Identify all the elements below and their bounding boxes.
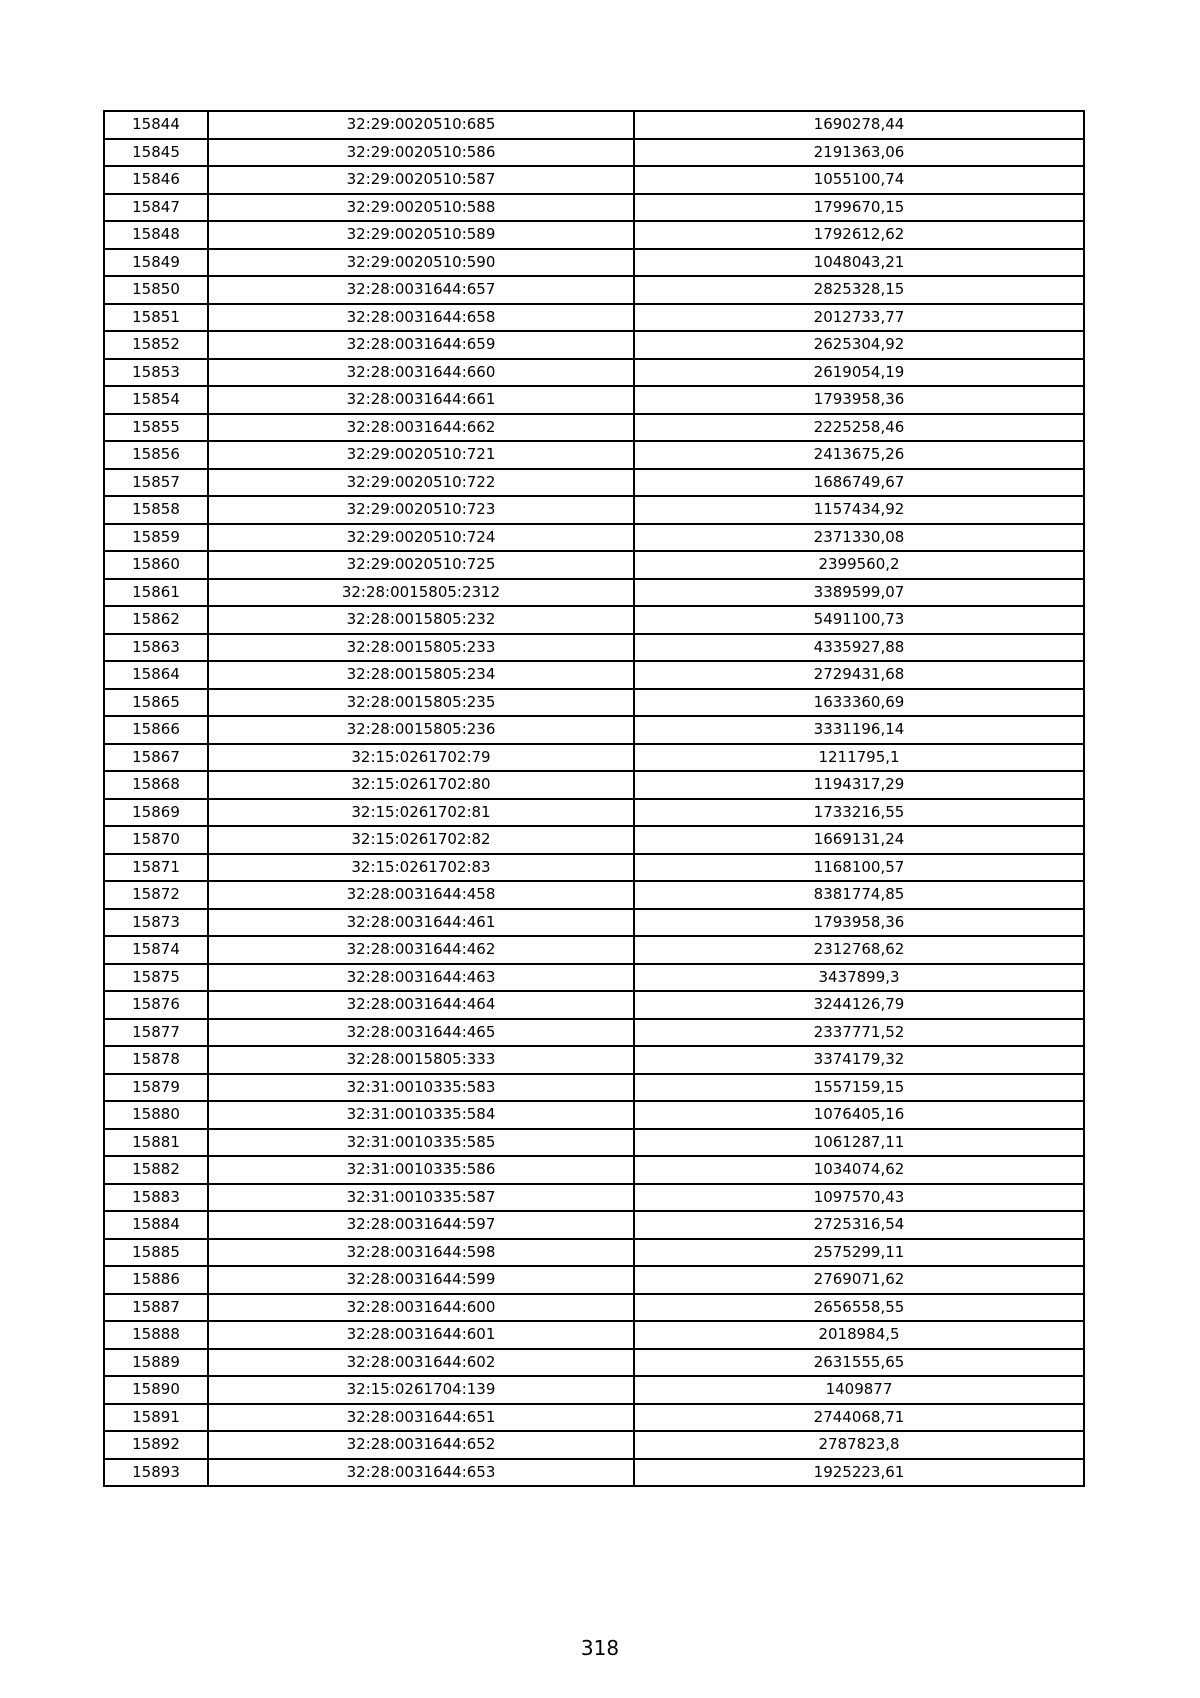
row-number-cell: 15864 [104,661,208,689]
cadastral-number-cell: 32:28:0031644:462 [208,936,634,964]
row-number-cell: 15873 [104,909,208,937]
row-number-cell: 15857 [104,469,208,497]
table-row [104,854,1084,882]
table-row [104,1046,1084,1074]
value-cell: 1690278,44 [634,111,1084,139]
cadastral-number-cell: 32:28:0031644:653 [208,1459,634,1487]
value-cell: 2787823,8 [634,1431,1084,1459]
table-row [104,1404,1084,1432]
row-number-cell: 15869 [104,799,208,827]
value-cell: 1168100,57 [634,854,1084,882]
table-row [104,221,1084,249]
value-cell: 2012733,77 [634,304,1084,332]
table-row [104,606,1084,634]
table-row [104,551,1084,579]
row-number-cell: 15855 [104,414,208,442]
value-cell: 2575299,11 [634,1239,1084,1267]
row-number-cell: 15854 [104,386,208,414]
table-row [104,386,1084,414]
cadastral-number-cell: 32:29:0020510:723 [208,496,634,524]
table-row [104,1156,1084,1184]
table-row [104,716,1084,744]
cadastral-number-cell: 32:28:0015805:232 [208,606,634,634]
row-number-cell: 15866 [104,716,208,744]
row-number-cell: 15889 [104,1349,208,1377]
row-number-cell: 15878 [104,1046,208,1074]
cadastral-number-cell: 32:28:0031644:602 [208,1349,634,1377]
value-cell: 1055100,74 [634,166,1084,194]
row-number-cell: 15844 [104,111,208,139]
table-row [104,304,1084,332]
table-row [104,579,1084,607]
row-number-cell: 15891 [104,1404,208,1432]
table-row [104,881,1084,909]
cadastral-number-cell: 32:31:0010335:587 [208,1184,634,1212]
value-cell: 1669131,24 [634,826,1084,854]
row-number-cell: 15883 [104,1184,208,1212]
value-cell: 3331196,14 [634,716,1084,744]
cadastral-number-cell: 32:28:0031644:463 [208,964,634,992]
cadastral-number-cell: 32:28:0031644:464 [208,991,634,1019]
cadastral-number-cell: 32:29:0020510:586 [208,139,634,167]
cadastral-number-cell: 32:15:0261702:82 [208,826,634,854]
row-number-cell: 15880 [104,1101,208,1129]
table-row [104,1349,1084,1377]
row-number-cell: 15886 [104,1266,208,1294]
value-cell: 2312768,62 [634,936,1084,964]
value-cell: 1925223,61 [634,1459,1084,1487]
row-number-cell: 15892 [104,1431,208,1459]
table-row [104,991,1084,1019]
table-row [104,771,1084,799]
row-number-cell: 15879 [104,1074,208,1102]
table-row [104,689,1084,717]
value-cell: 2656558,55 [634,1294,1084,1322]
value-cell: 2225258,46 [634,414,1084,442]
table-row [104,139,1084,167]
table-row [104,634,1084,662]
table-row [104,496,1084,524]
value-cell: 2619054,19 [634,359,1084,387]
value-cell: 2413675,26 [634,441,1084,469]
table-row [104,1294,1084,1322]
table-row [104,1211,1084,1239]
cadastral-number-cell: 32:15:0261702:80 [208,771,634,799]
row-number-cell: 15865 [104,689,208,717]
cadastral-number-cell: 32:28:0031644:651 [208,1404,634,1432]
value-cell: 1557159,15 [634,1074,1084,1102]
value-cell: 2631555,65 [634,1349,1084,1377]
value-cell: 1793958,36 [634,909,1084,937]
table-row [104,936,1084,964]
row-number-cell: 15871 [104,854,208,882]
value-cell: 2191363,06 [634,139,1084,167]
row-number-cell: 15861 [104,579,208,607]
table-row [104,909,1084,937]
cadastral-number-cell: 32:29:0020510:722 [208,469,634,497]
row-number-cell: 15885 [104,1239,208,1267]
value-cell: 1409877 [634,1376,1084,1404]
row-number-cell: 15884 [104,1211,208,1239]
row-number-cell: 15867 [104,744,208,772]
cadastral-number-cell: 32:28:0031644:652 [208,1431,634,1459]
row-number-cell: 15856 [104,441,208,469]
row-number-cell: 15876 [104,991,208,1019]
value-cell: 2769071,62 [634,1266,1084,1294]
value-cell: 1194317,29 [634,771,1084,799]
cadastral-number-cell: 32:29:0020510:724 [208,524,634,552]
value-cell: 1633360,69 [634,689,1084,717]
cadastral-number-cell: 32:31:0010335:585 [208,1129,634,1157]
table-row [104,1074,1084,1102]
table-row [104,826,1084,854]
row-number-cell: 15847 [104,194,208,222]
table-row [104,414,1084,442]
table-row [104,1321,1084,1349]
value-cell: 2399560,2 [634,551,1084,579]
cadastral-number-cell: 32:29:0020510:685 [208,111,634,139]
cadastral-number-cell: 32:28:0015805:234 [208,661,634,689]
table-row [104,1129,1084,1157]
row-number-cell: 15853 [104,359,208,387]
cadastral-number-cell: 32:31:0010335:583 [208,1074,634,1102]
row-number-cell: 15877 [104,1019,208,1047]
value-cell: 2729431,68 [634,661,1084,689]
row-number-cell: 15882 [104,1156,208,1184]
table-row [104,1376,1084,1404]
table-row [104,166,1084,194]
row-number-cell: 15860 [104,551,208,579]
row-number-cell: 15890 [104,1376,208,1404]
table-row [104,799,1084,827]
value-cell: 1793958,36 [634,386,1084,414]
value-cell: 8381774,85 [634,881,1084,909]
table-row [104,331,1084,359]
table-row [104,964,1084,992]
page-number: 318 [580,1636,620,1660]
table-row [104,359,1084,387]
table-row [104,111,1084,139]
value-cell: 1076405,16 [634,1101,1084,1129]
cadastral-number-cell: 32:28:0031644:660 [208,359,634,387]
cadastral-number-cell: 32:29:0020510:588 [208,194,634,222]
row-number-cell: 15887 [104,1294,208,1322]
table-row [104,249,1084,277]
row-number-cell: 15872 [104,881,208,909]
cadastral-number-cell: 32:15:0261702:83 [208,854,634,882]
table-row [104,1019,1084,1047]
cadastral-number-cell: 32:28:0031644:461 [208,909,634,937]
table-row [104,1239,1084,1267]
table-body [104,111,1084,1486]
table-row [104,1431,1084,1459]
table-row [104,661,1084,689]
value-cell: 1048043,21 [634,249,1084,277]
value-cell: 4335927,88 [634,634,1084,662]
value-cell: 1686749,67 [634,469,1084,497]
cadastral-number-cell: 32:28:0031644:597 [208,1211,634,1239]
cadastral-number-cell: 32:28:0031644:598 [208,1239,634,1267]
cadastral-number-cell: 32:29:0020510:587 [208,166,634,194]
row-number-cell: 15849 [104,249,208,277]
value-cell: 2744068,71 [634,1404,1084,1432]
cadastral-number-cell: 32:28:0031644:662 [208,414,634,442]
value-cell: 2825328,15 [634,276,1084,304]
row-number-cell: 15863 [104,634,208,662]
row-number-cell: 15846 [104,166,208,194]
row-number-cell: 15859 [104,524,208,552]
table-row [104,744,1084,772]
row-number-cell: 15881 [104,1129,208,1157]
cadastral-number-cell: 32:28:0031644:599 [208,1266,634,1294]
cadastral-number-cell: 32:15:0261704:139 [208,1376,634,1404]
row-number-cell: 15850 [104,276,208,304]
row-number-cell: 15848 [104,221,208,249]
value-cell: 3437899,3 [634,964,1084,992]
value-cell: 2371330,08 [634,524,1084,552]
cadastral-number-cell: 32:28:0031644:657 [208,276,634,304]
row-number-cell: 15862 [104,606,208,634]
table-row [104,1184,1084,1212]
row-number-cell: 15870 [104,826,208,854]
value-cell: 1034074,62 [634,1156,1084,1184]
cadastral-number-cell: 32:15:0261702:79 [208,744,634,772]
cadastral-number-cell: 32:31:0010335:584 [208,1101,634,1129]
row-number-cell: 15875 [104,964,208,992]
value-cell: 1157434,92 [634,496,1084,524]
row-number-cell: 15888 [104,1321,208,1349]
table-row [104,1101,1084,1129]
table-row [104,524,1084,552]
table-row [104,441,1084,469]
cadastral-number-cell: 32:29:0020510:590 [208,249,634,277]
cadastral-number-cell: 32:28:0031644:600 [208,1294,634,1322]
table-row [104,276,1084,304]
value-cell: 5491100,73 [634,606,1084,634]
cadastral-number-cell: 32:28:0031644:658 [208,304,634,332]
cadastral-number-cell: 32:28:0015805:333 [208,1046,634,1074]
row-number-cell: 15845 [104,139,208,167]
value-cell: 1733216,55 [634,799,1084,827]
cadastral-number-cell: 32:28:0031644:458 [208,881,634,909]
cadastral-number-cell: 32:28:0031644:659 [208,331,634,359]
cadastral-number-cell: 32:29:0020510:721 [208,441,634,469]
cadastral-number-cell: 32:29:0020510:725 [208,551,634,579]
row-number-cell: 15868 [104,771,208,799]
value-cell: 3374179,32 [634,1046,1084,1074]
cadastral-number-cell: 32:28:0015805:2312 [208,579,634,607]
value-cell: 2625304,92 [634,331,1084,359]
value-cell: 3389599,07 [634,579,1084,607]
cadastral-number-cell: 32:31:0010335:586 [208,1156,634,1184]
row-number-cell: 15893 [104,1459,208,1487]
table-row [104,469,1084,497]
cadastral-number-cell: 32:29:0020510:589 [208,221,634,249]
cadastral-number-cell: 32:28:0015805:236 [208,716,634,744]
data-table [103,110,1085,1487]
table-row [104,1266,1084,1294]
cadastral-number-cell: 32:28:0015805:233 [208,634,634,662]
cadastral-number-cell: 32:28:0015805:235 [208,689,634,717]
table-row [104,1459,1084,1487]
row-number-cell: 15874 [104,936,208,964]
value-cell: 2018984,5 [634,1321,1084,1349]
row-number-cell: 15858 [104,496,208,524]
value-cell: 3244126,79 [634,991,1084,1019]
value-cell: 2337771,52 [634,1019,1084,1047]
row-number-cell: 15852 [104,331,208,359]
cadastral-number-cell: 32:28:0031644:465 [208,1019,634,1047]
cadastral-number-cell: 32:15:0261702:81 [208,799,634,827]
value-cell: 2725316,54 [634,1211,1084,1239]
table-row [104,194,1084,222]
row-number-cell: 15851 [104,304,208,332]
value-cell: 1061287,11 [634,1129,1084,1157]
value-cell: 1792612,62 [634,221,1084,249]
value-cell: 1211795,1 [634,744,1084,772]
value-cell: 1799670,15 [634,194,1084,222]
value-cell: 1097570,43 [634,1184,1084,1212]
cadastral-number-cell: 32:28:0031644:661 [208,386,634,414]
cadastral-number-cell: 32:28:0031644:601 [208,1321,634,1349]
